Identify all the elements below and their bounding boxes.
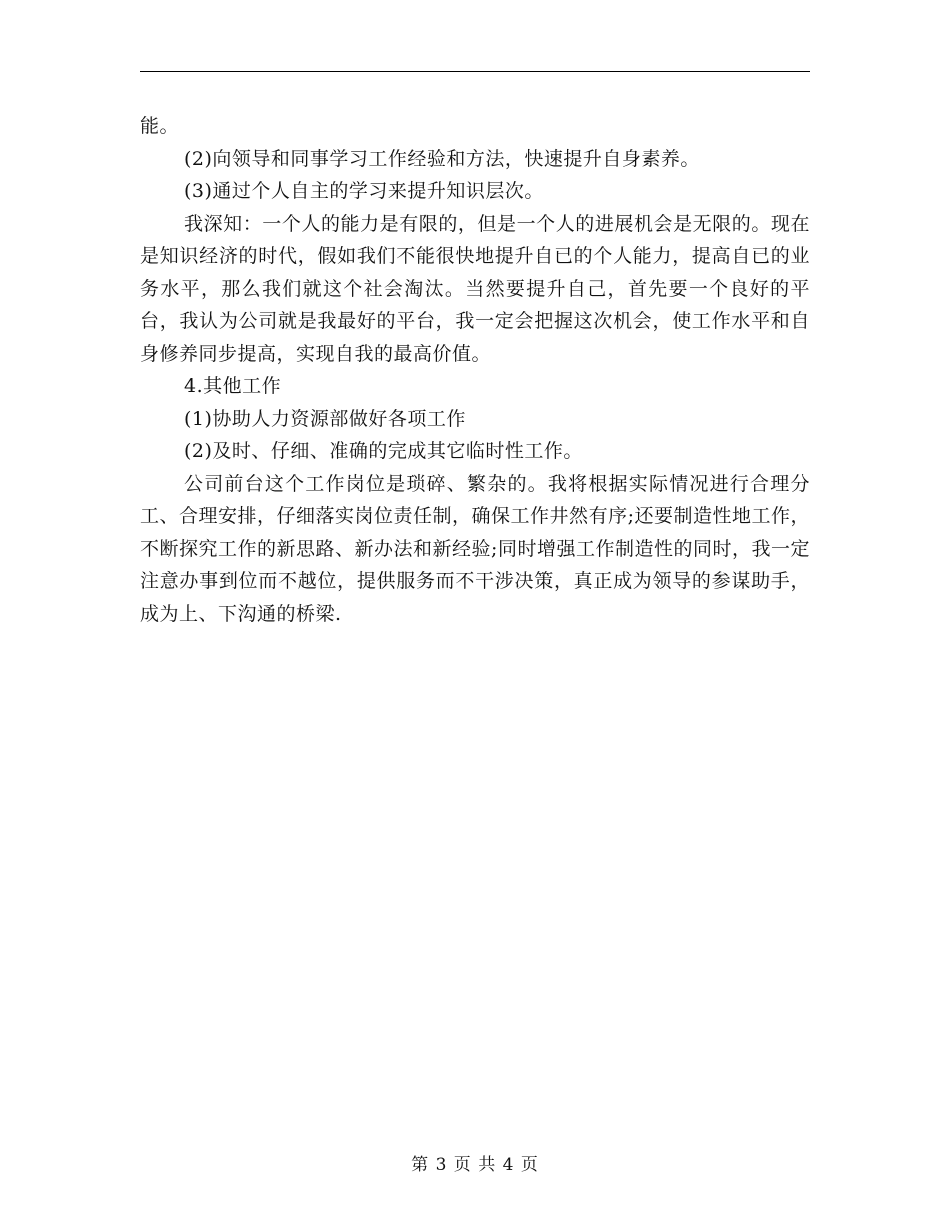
paragraph-conclusion: 公司前台这个工作岗位是琐碎、繁杂的。我将根据实际情况进行合理分工、合理安排，仔细落实岗位责任制，确保工作井然有序;还要制造性地工作，不断探究工作的新思路、新办法和新经验;同时增强工作制造性的同时，我一定注意办事到位而不越位，提供服务而不干涉决策，真正成为领导的参谋助手，成为上、下沟通的桥梁. (140, 472, 810, 625)
section-heading-other-work: 4.其他工作 (184, 375, 282, 397)
page-number: 第 3 页 共 4 页 (411, 1155, 539, 1175)
paragraph-self-improvement: 我深知：一个人的能力是有限的，但是一个人的进展机会是无限的。现在是知识经济的时代，假如我们不能很快地提升自已的个人能力，提高自已的业务水平，那么我们就这个社会淘汰。当然要提升自己，首先要一个良好的平台，我认为公司就是我最好的平台，我一定会把握这次机会，使工作水平和自身修养同步提高，实现自我的最高价值。 (140, 212, 810, 365)
list-item-self-study: (3)通过个人自主的学习来提升知识层次。 (184, 180, 544, 202)
list-item-learn-from-colleagues: (2)向领导和同事学习工作经验和方法，快速提升自身素养。 (184, 147, 700, 170)
header-rule (140, 71, 810, 72)
paragraph-continuation: 能。 (140, 115, 180, 137)
document-body (140, 110, 810, 630)
list-item-temporary-tasks: (2)及时、仔细、准确的完成其它临时性工作。 (184, 440, 583, 462)
list-item-assist-hr: (1)协助人力资源部做好各项工作 (184, 407, 466, 430)
